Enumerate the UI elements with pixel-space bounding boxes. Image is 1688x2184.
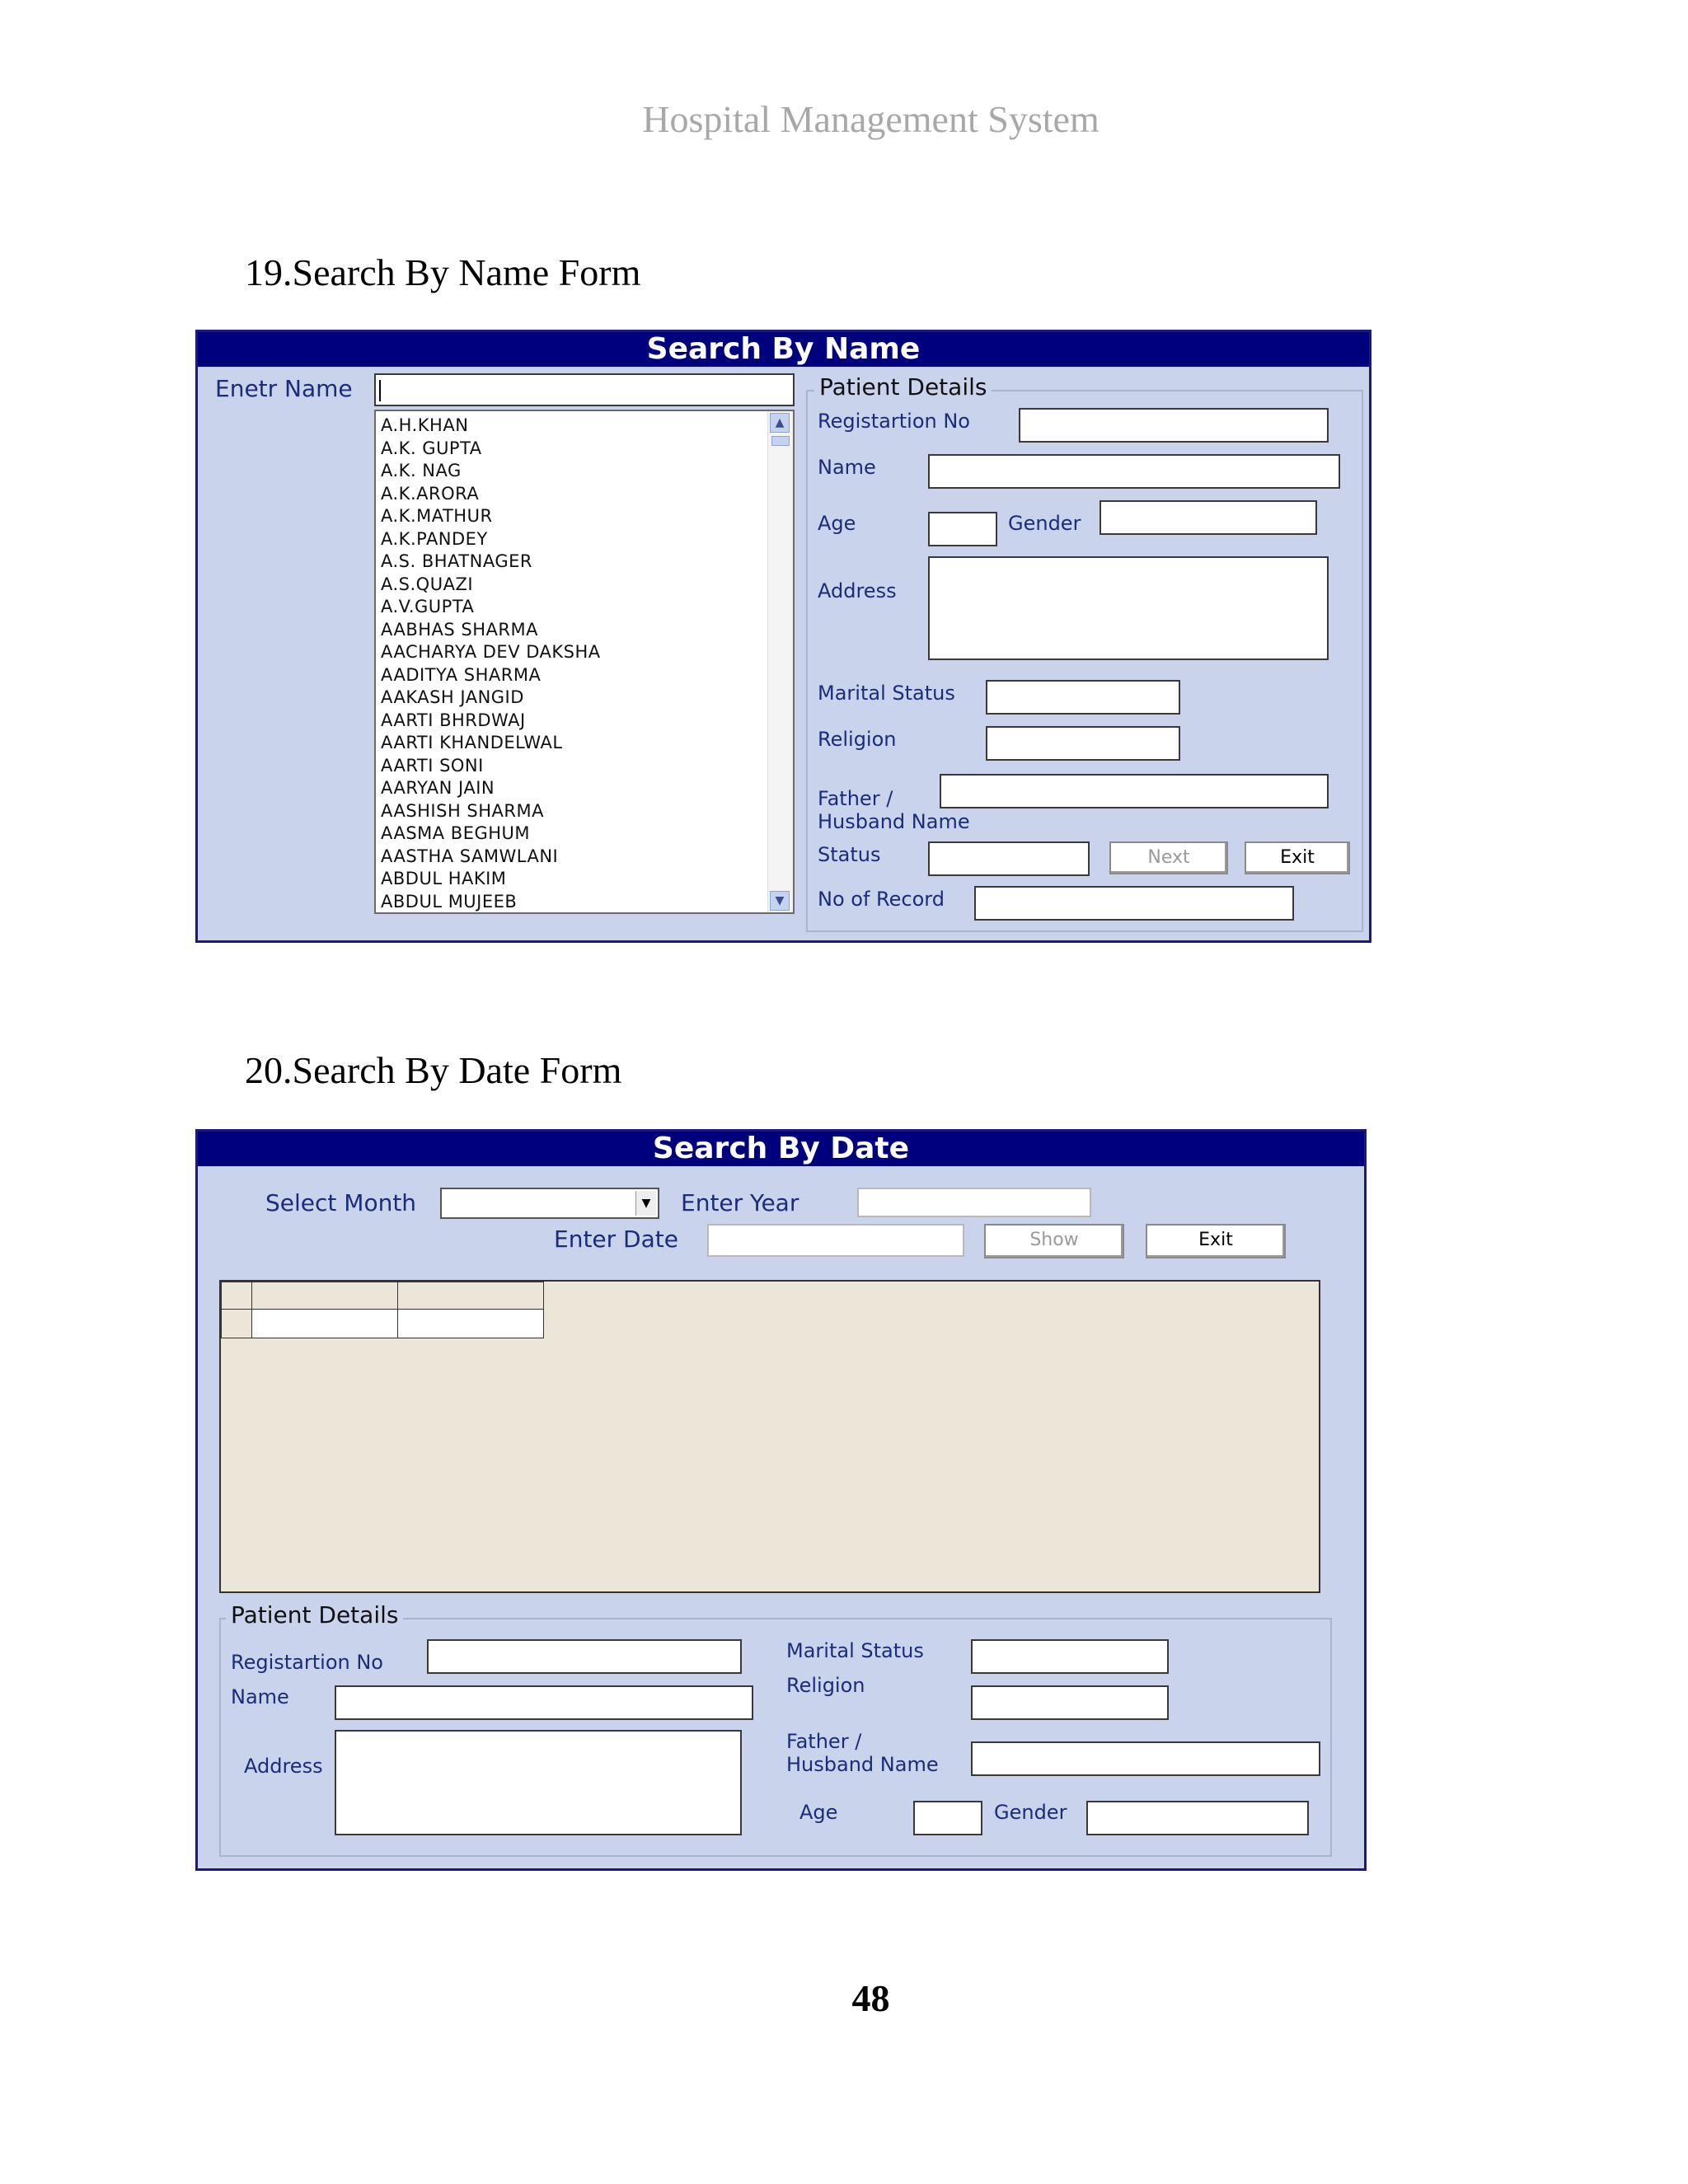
grid-cell[interactable] (251, 1309, 398, 1338)
name-list-item[interactable]: A.H.KHAN (381, 415, 469, 435)
registration-no-field[interactable] (427, 1639, 742, 1674)
religion-field[interactable] (986, 726, 1180, 761)
address-label: Address (244, 1755, 323, 1778)
scroll-up-icon[interactable]: ▲ (770, 413, 790, 433)
name-listbox[interactable] (374, 410, 795, 914)
name-list-item[interactable]: AASHISH SHARMA (381, 800, 544, 821)
address-field[interactable] (335, 1730, 742, 1835)
text-cursor (379, 380, 381, 401)
name-list-item[interactable]: A.S.QUAZI (381, 574, 474, 594)
father-husband-name-field[interactable] (971, 1741, 1320, 1776)
grid-cell[interactable] (397, 1309, 544, 1338)
exit-button[interactable]: Exit (1245, 841, 1350, 874)
name-list-item[interactable]: A.K.PANDEY (381, 528, 488, 549)
religion-label: Religion (786, 1674, 865, 1697)
grid-corner-cell (221, 1282, 252, 1310)
name-field[interactable] (335, 1685, 753, 1720)
name-label: Name (231, 1685, 289, 1708)
name-label: Name (818, 456, 876, 479)
status-label: Status (818, 843, 881, 866)
no-of-record-label: No of Record (818, 888, 945, 911)
father-husband-label-line2: Husband Name (786, 1753, 939, 1776)
father-husband-label-line2: Husband Name (818, 810, 970, 833)
name-list-item[interactable]: A.K.MATHUR (381, 506, 493, 526)
name-list-item[interactable]: A.V.GUPTA (381, 597, 475, 616)
name-list-item[interactable]: AARTI SONI (381, 755, 484, 776)
name-list-item[interactable]: AABHAS SHARMA (381, 619, 538, 640)
age-label: Age (799, 1801, 838, 1824)
gender-field[interactable] (1086, 1801, 1309, 1835)
registration-no-label: Registartion No (231, 1651, 383, 1674)
enter-name-label: Enetr Name (215, 375, 353, 402)
section-heading-19: 19.Search By Name Form (245, 251, 641, 293)
name-list-item[interactable]: AASMA BEGHUM (381, 823, 531, 843)
age-field[interactable] (913, 1801, 982, 1835)
address-label: Address (818, 579, 897, 602)
chevron-down-icon[interactable]: ▼ (635, 1191, 656, 1216)
marital-status-label: Marital Status (786, 1639, 924, 1662)
results-grid[interactable] (219, 1280, 1320, 1593)
name-list-item[interactable]: AACHARYA DEV DAKSHA (381, 642, 601, 662)
page-number: 48 (851, 1977, 890, 2019)
name-list (381, 415, 765, 913)
name-list-item[interactable]: AARTI BHRDWAJ (381, 710, 526, 730)
father-husband-label-line1: Father / (786, 1730, 862, 1753)
registration-no-field[interactable] (1019, 408, 1329, 443)
address-field[interactable] (928, 556, 1329, 660)
age-label: Age (818, 512, 856, 535)
religion-label: Religion (818, 728, 897, 751)
gender-label: Gender (994, 1801, 1067, 1824)
name-list-item[interactable]: ABDUL HAKIM (381, 869, 507, 888)
select-month-dropdown[interactable] (440, 1188, 659, 1219)
enter-date-field[interactable] (707, 1224, 964, 1257)
name-list-item[interactable]: AASTHA SAMWLANI (381, 846, 559, 866)
grid-row-header[interactable] (221, 1309, 252, 1338)
registration-no-label: Registartion No (818, 410, 970, 433)
next-button[interactable]: Next (1109, 841, 1228, 874)
scroll-down-icon[interactable]: ▼ (770, 891, 790, 911)
enter-name-input[interactable] (374, 373, 795, 406)
form-title: Search By Date (198, 1132, 1364, 1166)
enter-year-field[interactable] (857, 1188, 1091, 1217)
marital-status-field[interactable] (986, 680, 1180, 715)
name-list-item[interactable]: A.S. BHATNAGER (381, 551, 532, 571)
grid-column-header[interactable] (397, 1282, 544, 1310)
exit-button[interactable]: Exit (1146, 1224, 1286, 1258)
status-field[interactable] (928, 841, 1090, 876)
marital-status-field[interactable] (971, 1639, 1169, 1674)
gender-field[interactable] (1100, 500, 1317, 535)
patient-details-legend: Patient Details (814, 373, 992, 401)
father-husband-label-line1: Father / (818, 787, 893, 810)
religion-field[interactable] (971, 1685, 1169, 1720)
father-husband-name-field[interactable] (940, 774, 1329, 808)
select-month-label: Select Month (265, 1189, 417, 1216)
no-of-record-field[interactable] (974, 886, 1294, 921)
gender-label: Gender (1008, 512, 1081, 535)
name-list-item[interactable]: AARYAN JAIN (381, 778, 495, 798)
name-list-item[interactable]: AAKASH JANGID (381, 687, 524, 707)
name-field[interactable] (928, 454, 1340, 489)
name-list-item[interactable]: A.K. NAG (381, 461, 462, 480)
name-list-item[interactable]: AARTI KHANDELWAL (381, 733, 563, 752)
show-button[interactable]: Show (984, 1224, 1124, 1258)
document-header: Hospital Management System (642, 98, 1100, 140)
name-list-item[interactable]: A.K. GUPTA (381, 438, 482, 458)
scroll-thumb[interactable] (771, 436, 790, 446)
enter-date-label: Enter Date (554, 1226, 678, 1253)
grid-column-header[interactable] (251, 1282, 398, 1310)
section-heading-20: 20.Search By Date Form (245, 1049, 622, 1091)
age-field[interactable] (928, 512, 997, 546)
name-list-item[interactable]: ABDUL MUJEEB (381, 891, 518, 912)
name-list-item[interactable]: A.K.ARORA (381, 483, 480, 504)
enter-year-label: Enter Year (681, 1189, 799, 1216)
marital-status-label: Marital Status (818, 682, 955, 705)
patient-details-legend: Patient Details (226, 1601, 403, 1629)
listbox-scrollbar[interactable] (767, 411, 793, 912)
name-list-item[interactable]: AADITYA SHARMA (381, 664, 542, 685)
form-title: Search By Name (198, 332, 1369, 367)
search-by-date-form (195, 1129, 1367, 1871)
search-by-name-form (195, 330, 1372, 943)
